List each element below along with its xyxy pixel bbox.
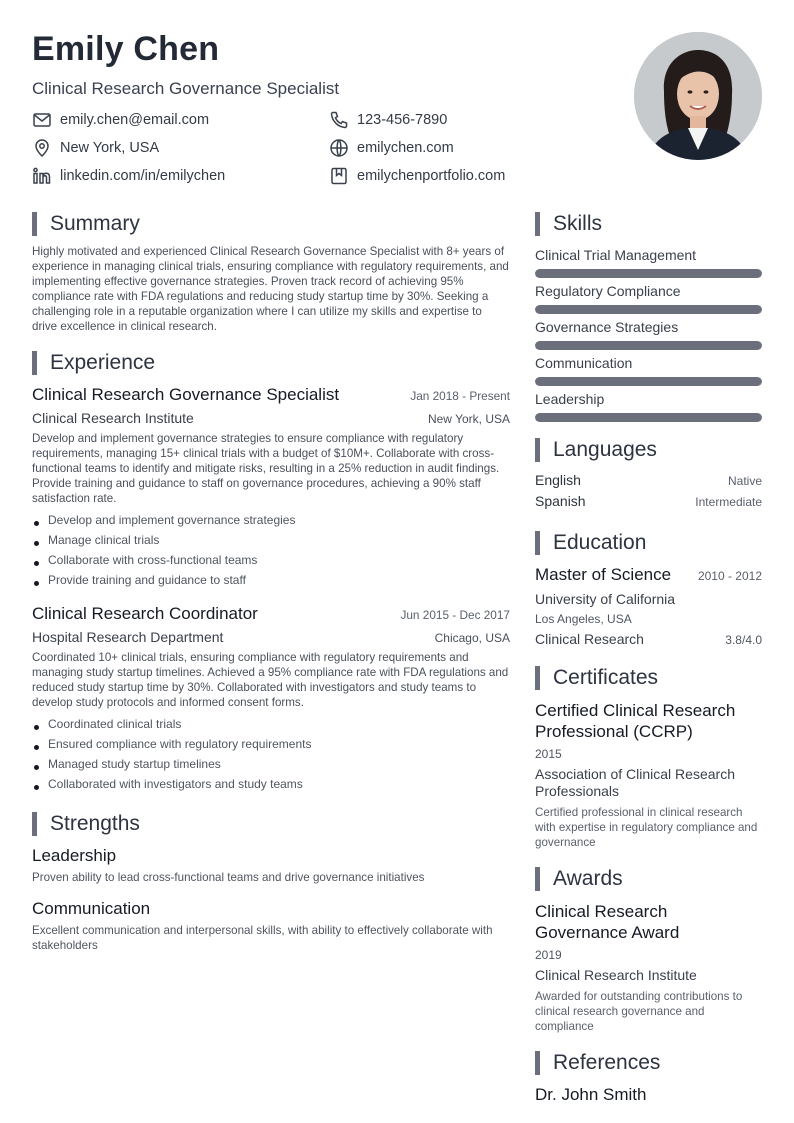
contact-website[interactable]	[329, 138, 454, 158]
skill-bar-track	[535, 305, 762, 314]
certificates-heading-text: Certificates	[553, 666, 659, 689]
education-section	[535, 531, 762, 647]
bookmark-icon	[329, 166, 349, 186]
skill-label: Regulatory Compliance	[535, 283, 681, 299]
contact-location	[32, 138, 159, 158]
candidate-title: Clinical Research Governance Specialist	[32, 79, 340, 98]
list-item: Ensured compliance with regulatory requirements	[32, 734, 510, 754]
skill-bar-fill	[535, 413, 762, 422]
skill-item	[535, 354, 762, 386]
list-item: Coordinated clinical trials	[32, 714, 510, 734]
contact-phone[interactable]	[329, 110, 447, 130]
experience-heading-text: Experience	[50, 351, 156, 374]
globe-icon	[329, 138, 349, 158]
skill-bar-track	[535, 341, 762, 350]
education-years: 2010 - 2012	[697, 569, 762, 583]
job-dates: Jan 2018 - Present	[410, 389, 510, 403]
skills-heading-text: Skills	[553, 212, 603, 235]
skill-bar-fill	[535, 269, 762, 278]
heading-accent-bar	[535, 531, 540, 555]
education-gpa: 3.8/4.0	[725, 633, 762, 647]
left-column	[32, 212, 510, 953]
strengths-section	[32, 812, 510, 953]
list-item: Collaborated with investigators and study teams	[32, 774, 510, 794]
job-bullets	[32, 714, 510, 794]
list-item: Collaborate with cross-functional teams	[32, 550, 510, 570]
reference-name: Dr. John Smith	[535, 1085, 647, 1104]
award-name: Clinical Research Governance Award	[535, 902, 680, 942]
contact-linkedin[interactable]	[32, 166, 225, 186]
strength-description: Proven ability to lead cross-functional teams and drive governance initiatives	[32, 871, 425, 884]
heading-accent-bar	[32, 812, 37, 836]
contact-email[interactable]	[32, 110, 209, 130]
location-pin-icon	[32, 138, 52, 158]
heading-accent-bar	[32, 212, 37, 236]
language-name: English	[535, 472, 581, 488]
phone-icon	[329, 110, 349, 130]
linkedin-text: linkedin.com/in/emilychen	[60, 168, 226, 184]
heading-accent-bar	[535, 666, 540, 690]
summary-section	[32, 212, 510, 334]
job-location: Chicago, USA	[434, 631, 510, 645]
experience-section	[32, 351, 510, 794]
strength-item	[32, 899, 510, 953]
list-item: Manage clinical trials	[32, 530, 510, 550]
language-level: Native	[727, 474, 762, 488]
certificate-name: Certified Clinical Research Professional (CCRP)	[535, 701, 736, 741]
phone-text: 123-456-7890	[357, 112, 448, 128]
language-row	[535, 472, 762, 493]
heading-accent-bar	[535, 867, 540, 891]
certificate-year: 2015	[535, 747, 562, 761]
awards-section	[535, 867, 762, 1034]
languages-section	[535, 438, 762, 514]
certificates-heading	[535, 666, 762, 690]
skill-label: Communication	[535, 355, 633, 371]
education-school: University of California	[535, 591, 676, 607]
skill-bar-fill	[535, 377, 762, 386]
languages-heading-text: Languages	[553, 438, 657, 461]
website-text: emilychen.com	[357, 140, 454, 156]
portfolio-text: emilychenportfolio.com	[357, 168, 506, 184]
job-company: Clinical Research Institute	[32, 410, 194, 426]
award-organization: Clinical Research Institute	[535, 967, 697, 983]
experience-heading	[32, 351, 510, 375]
skill-bar-fill	[535, 305, 762, 314]
skill-item	[535, 282, 762, 314]
skill-label: Clinical Trial Management	[535, 247, 697, 263]
heading-accent-bar	[535, 212, 540, 236]
skill-item	[535, 318, 762, 350]
education-location: Los Angeles, USA	[535, 612, 632, 626]
references-heading-text: References	[553, 1051, 661, 1074]
education-field: Clinical Research	[535, 631, 644, 647]
job-title: Clinical Research Governance Specialist	[32, 385, 340, 404]
skill-bar-track	[535, 413, 762, 422]
languages-heading	[535, 438, 762, 462]
job-title: Clinical Research Coordinator	[32, 604, 258, 623]
list-item: Provide training and guidance to staff	[32, 570, 510, 590]
skill-bar-track	[535, 377, 762, 386]
summary-heading-text: Summary	[50, 212, 140, 235]
strengths-heading-text: Strengths	[50, 812, 140, 835]
email-icon	[32, 110, 52, 130]
right-column	[535, 212, 762, 1105]
heading-accent-bar	[32, 351, 37, 375]
skill-label: Governance Strategies	[535, 319, 679, 335]
awards-heading-text: Awards	[553, 867, 623, 890]
heading-accent-bar	[535, 438, 540, 462]
skills-section	[535, 212, 762, 422]
strength-description: Excellent communication and interpersonal skills, with ability to effectively collaborate with stakeholders	[32, 924, 493, 952]
education-heading-text: Education	[553, 531, 647, 554]
award-description: Awarded for outstanding contributions to clinical research governance and compliance	[535, 990, 743, 1033]
candidate-name: Emily Chen	[32, 30, 220, 68]
contact-portfolio[interactable]	[329, 166, 505, 186]
language-name: Spanish	[535, 493, 586, 509]
job-company: Hospital Research Department	[32, 629, 224, 645]
references-heading	[535, 1051, 762, 1075]
heading-accent-bar	[535, 1051, 540, 1075]
job-entry	[32, 385, 510, 590]
list-item: Develop and implement governance strategies	[32, 510, 510, 530]
job-description: Coordinated 10+ clinical trials, ensuring compliance with regulatory requirements and managing study startup timelines. Achieved a 95% compliance rate with FDA regulations and reduced study startup time by 30%. Collaborated with investigators and study teams to develop study protocols and informed consent forms.	[32, 651, 509, 709]
skill-item	[535, 246, 762, 278]
references-section	[535, 1051, 762, 1105]
job-description: Develop and implement governance strategies to ensure compliance with regulatory requirements, managing 15+ clinical trials with a budget of $10M+. Collaborate with cross-functional teams to identify and mitigate risks, resulting in a 25% reduction in audit findings. Provide training and guidance to staff on governance procedures, achieving a 90% staff satisfaction rate.	[32, 432, 500, 505]
skills-heading	[535, 212, 762, 236]
certificate-organization: Association of Clinical Research Professionals	[535, 766, 735, 799]
certificate-description: Certified professional in clinical research with expertise in regulatory compliance and governance	[535, 806, 758, 849]
language-level: Intermediate	[695, 495, 762, 509]
strength-title: Leadership	[32, 846, 117, 865]
email-text: emily.chen@email.com	[60, 112, 210, 128]
job-dates: Jun 2015 - Dec 2017	[400, 608, 510, 622]
education-heading	[535, 531, 762, 555]
skill-bar-fill	[535, 341, 762, 350]
award-year: 2019	[535, 948, 562, 962]
avatar-illustration	[634, 32, 762, 160]
job-entry	[32, 604, 510, 794]
profile-photo	[634, 32, 762, 160]
skill-item	[535, 390, 762, 422]
education-degree: Master of Science	[535, 565, 672, 584]
summary-heading	[32, 212, 510, 236]
language-row	[535, 493, 762, 514]
job-bullets	[32, 510, 510, 590]
strength-item	[32, 846, 510, 885]
strength-title: Communication	[32, 899, 151, 918]
job-location: New York, USA	[427, 412, 510, 426]
summary-text: Highly motivated and experienced Clinical Research Governance Specialist with 8+ years of experience in managing clinical trials, ensuring compliance with regulatory requirements, and implementing effective governance strategies. Proven track record of achieving 95% compliance rate with FDA regulations and reducing study startup time by 30%. Seeking a challenging role in a reputable organization where I can utilize my skills and expertise to drive excellence in clinical research.	[32, 245, 509, 333]
linkedin-icon	[32, 166, 52, 186]
list-item: Managed study startup timelines	[32, 754, 510, 774]
skills-list	[535, 246, 762, 422]
strengths-heading	[32, 812, 510, 836]
awards-heading	[535, 867, 762, 891]
certificates-section	[535, 666, 762, 850]
skill-bar-track	[535, 269, 762, 278]
location-text: New York, USA	[60, 140, 160, 156]
skill-label: Leadership	[535, 391, 605, 407]
